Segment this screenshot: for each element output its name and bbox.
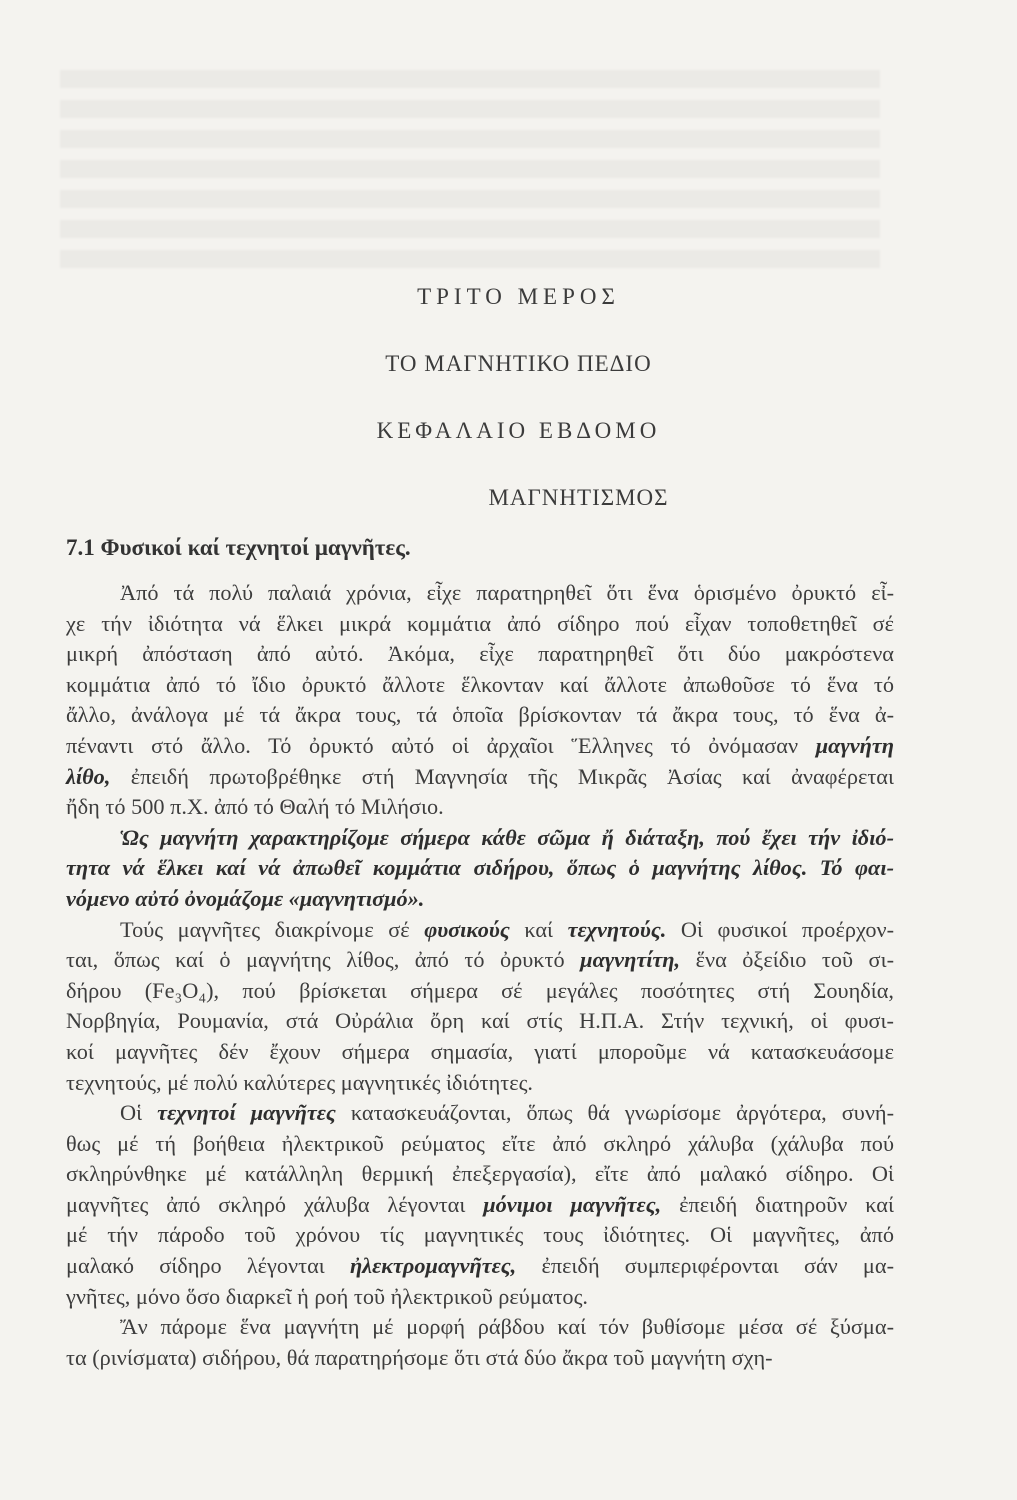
text-line: [66, 1098, 894, 1129]
text-run: τα (ρινίσματα) σιδήρου, θά παρατηρήσομε ὅτι στά δύο ἄκρα τοῦ μαγνήτη σχη-: [66, 1344, 773, 1370]
text-run: ἐπειδή συμπεριφέρονται σάν μα-: [516, 1253, 894, 1279]
text-run: Οἱ φυσικοί προέρχον-: [666, 916, 895, 942]
text-line: [66, 1220, 894, 1251]
text-run: ἐπειδή διατηροῦν καί: [661, 1191, 894, 1217]
text-line: [66, 762, 894, 793]
text-line: [66, 1068, 894, 1099]
text-line: [66, 1129, 894, 1160]
text-run: Οἱ: [120, 1100, 158, 1126]
text-line: [66, 1037, 894, 1068]
text-line: [66, 792, 894, 823]
emphasized-term: μαγνήτη: [815, 732, 894, 758]
chapter-heading: ΚΕΦΑΛΑΙΟ ΕΒΔΟΜΟ: [376, 418, 661, 443]
emphasized-term: λίθο,: [66, 763, 111, 789]
text-run: Ἀπό τά πολύ παλαιά χρόνια, εἶχε παρατηρηθεῖ ὅτι ἕνα ὁρισμένο ὀρυκτό εἶ-: [120, 580, 894, 605]
paragraph: [66, 823, 894, 915]
text-run: θως μέ τή βοήθεια ἠλεκτρικοῦ ρεύματος εἴτε ἀπό σκληρό χάλυβα (χάλυβα πού: [66, 1130, 894, 1156]
text-run: ἤδη τό 500 π.Χ. ἀπό τό Θαλή τό Μιλήσιο.: [66, 794, 444, 820]
text-run: Νορβηγία, Ρουμανία, στά Οὐράλια ὄρη καί στίς Η.Π.Α. Στήν τεχνική, οἱ φυσι-: [66, 1008, 894, 1034]
text-run: πέναντι στό ἄλλο. Τό ὀρυκτό αὐτό οἱ ἀρχαῖοι Ἕλληνες τό ὀνόμασαν: [66, 732, 816, 758]
chapter-title: ΜΑΓΝΗΤΙΣΜΟΣ: [488, 485, 669, 510]
text-run: ἄλλο, ἀνάλογα μέ τά ἄκρα τους, τά ὁποῖα βρίσκονταν τά ἄκρα τους, τό ἕνα ἀ-: [66, 702, 894, 728]
text-line: [66, 853, 894, 884]
emphasized-term: μαγνητίτη,: [580, 947, 681, 973]
text-run: κατασκευάζονται, ὅπως θά γνωρίσομε ἀργότερα, συνή-: [335, 1100, 894, 1126]
text-line: [66, 945, 894, 976]
text-run: μικρή ἀπόσταση ἀπό αὐτό. Ἀκόμα, εἶχε παρατηρηθεῖ ὅτι δύο μακρόστενα: [66, 641, 894, 667]
text-run: ἕνα ὀξείδιο τοῦ σι-: [680, 947, 894, 973]
part-heading: ΤΡΙΤΟ ΜΕΡΟΣ: [417, 284, 620, 309]
emphasized-term: φυσικούς: [424, 916, 510, 942]
text-run: χε τήν ἰδιότητα νά ἕλκει μικρά κομμάτια ἀπό σίδηρο πού εἶχαν τοποθετηθεῖ σέ: [66, 610, 894, 636]
text-run: τεχνητούς, μέ πολύ καλύτερες μαγνητικές ἰδιότητες.: [66, 1069, 533, 1095]
text-run: δήρου (Fe₃O₄), πού βρίσκεται σήμερα σέ μεγάλες ποσότητες στή Σουηδία,: [66, 977, 894, 1003]
text-line: [66, 884, 894, 915]
text-line: [66, 670, 894, 701]
text-line: [66, 1190, 894, 1221]
text-run: ἐπειδή πρωτοβρέθηκε στή Μαγνησία τῆς Μικρᾶς Ἀσίας καί ἀναφέρεται: [110, 763, 894, 789]
text-line: [66, 915, 894, 946]
text-run: καί: [509, 916, 568, 942]
text-run: Τούς μαγνῆτες διακρίνομε σέ: [120, 916, 425, 942]
emphasized-term: νόμενο αὐτό ὀνομάζομε «μαγνητισμό».: [66, 885, 425, 911]
text-line: [66, 609, 894, 640]
text-line: [66, 1282, 894, 1313]
paragraph: [66, 1098, 894, 1312]
emphasized-term: τεχνητούς.: [567, 916, 667, 942]
text-line: [66, 731, 894, 762]
text-line: [66, 1159, 894, 1190]
emphasized-term: ἠλεκτρομαγνῆτες,: [349, 1253, 517, 1279]
text-line: [66, 1343, 894, 1374]
text-line: [66, 639, 894, 670]
emphasized-term: τεχνητοί μαγνῆτες: [157, 1100, 336, 1126]
body-text: [66, 578, 894, 1373]
paragraph: [66, 915, 894, 1099]
text-run: Ἄν πάρομε ἕνα μαγνήτη μέ μορφή ράβδου καί τόν βυθίσομε μέσα σέ ξύσμα-: [120, 1314, 894, 1340]
text-run: μαγνῆτες ἀπό σκληρό χάλυβα λέγονται: [66, 1191, 484, 1217]
emphasized-term: τητα νά ἕλκει καί νά ἀπωθεῖ κομμάτια σιδήρου, ὅπως ὁ μαγνήτης λίθος. Τό φαι-: [66, 855, 894, 881]
paragraph: [66, 1312, 894, 1373]
section-title: 7.1 Φυσικοί καί τεχνητοί μαγνῆτες.: [66, 535, 411, 560]
part-title: ΤΟ ΜΑΓΝΗΤΙΚΟ ΠΕΔΙΟ: [385, 351, 652, 376]
text-run: μέ τήν πάροδο τοῦ χρόνου τίς μαγνητικές τους ἰδιότητες. Οἱ μαγνῆτες, ἀπό: [66, 1222, 894, 1248]
text-line: [66, 823, 894, 854]
emphasized-term: Ὡς μαγνήτη χαρακτηρίζομε σήμερα κάθε σῶμα ἤ διάταξη, πού ἔχει τήν ἰδιό-: [120, 824, 894, 850]
text-run: γνῆτες, μόνο ὅσο διαρκεῖ ἡ ροή τοῦ ἠλεκτρικοῦ ρεύματος.: [66, 1283, 588, 1309]
show-through-text: [60, 70, 880, 280]
text-run: μαλακό σίδηρο λέγονται: [66, 1253, 350, 1279]
text-line: [66, 1312, 894, 1343]
text-line: [66, 1006, 894, 1037]
text-line: [66, 578, 894, 609]
paragraph: [66, 578, 894, 823]
text-run: ται, ὅπως καί ὁ μαγνήτης λίθος, ἀπό τό ὀρυκτό: [66, 947, 581, 973]
text-run: κοί μαγνῆτες δέν ἔχουν σήμερα σημασία, γιατί μποροῦμε νά κατασκευάσομε: [66, 1038, 894, 1064]
text-run: σκληρύνθηκε μέ κατάλληλη θερμική ἐπεξεργασία), εἴτε ἀπό μαλακό σίδηρο. Οἱ: [66, 1161, 894, 1187]
text-line: [66, 976, 894, 1007]
text-line: [66, 700, 894, 731]
emphasized-term: μόνιμοι μαγνῆτες,: [483, 1191, 662, 1217]
text-line: [66, 1251, 894, 1282]
text-run: κομμάτια ἀπό τό ἴδιο ὀρυκτό ἄλλοτε ἕλκονταν καί ἄλλοτε ἀπωθοῦσε τό ἕνα τό: [66, 671, 894, 697]
